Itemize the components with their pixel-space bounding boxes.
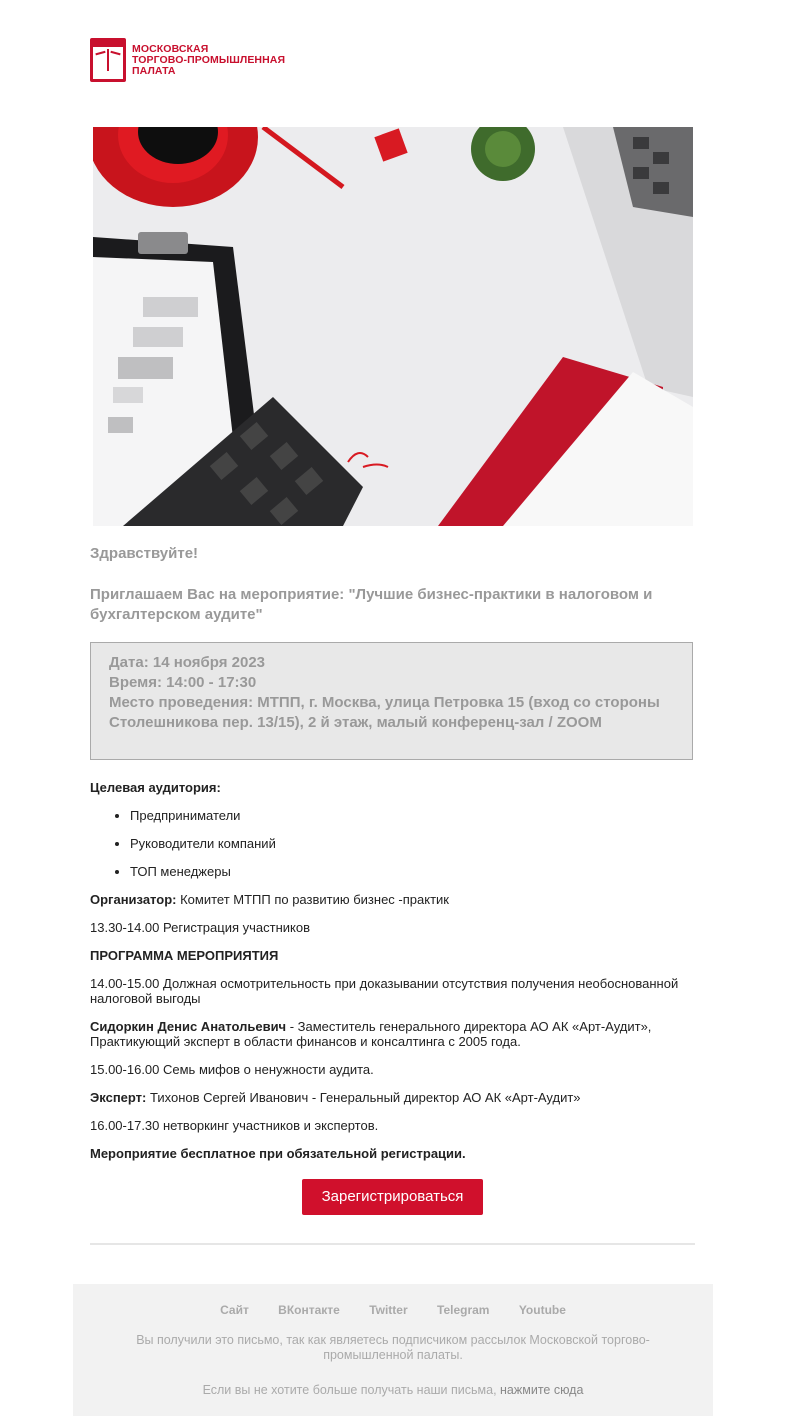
expert-value: Тихонов Сергей Иванович - Генеральный директор АО АК «Арт-Аудит» <box>146 1090 581 1105</box>
mtpp-logo[interactable] <box>90 37 285 83</box>
speaker-1 <box>90 1019 695 1049</box>
logo-line-3: ПАЛАТА <box>132 64 176 77</box>
free-note: Мероприятие бесплатное при обязательной регистрации. <box>90 1146 466 1161</box>
expert-line <box>90 1090 695 1105</box>
footer-link-site[interactable]: Сайт <box>220 1303 249 1317</box>
organizer-label: Организатор: <box>90 892 177 907</box>
unsubscribe-link[interactable]: нажмите сюда <box>500 1383 584 1397</box>
footer-unsubscribe <box>73 1383 713 1397</box>
greeting: Здравствуйте! <box>90 545 199 562</box>
audience-item: • Руководители компаний <box>130 836 276 864</box>
mtpp-emblem-icon <box>90 38 126 82</box>
event-date: Дата: 14 ноября 2023 <box>109 654 266 671</box>
footer-note: Вы получили это письмо, так как являетесь подписчиком рассылок Московской торгово-промышленной палаты. <box>136 1333 650 1362</box>
event-place: Место проведения: МТПП, г. Москва, улица Петровка 15 (вход со стороны Столешникова пер. 13/15), 2 й этаж, малый конференц-зал / ZOOM <box>109 694 660 731</box>
desk-illustration <box>93 127 693 526</box>
audience-item: • ТОП менеджеры <box>130 864 276 892</box>
footer-link-vk[interactable]: ВКонтакте <box>278 1303 340 1317</box>
unsubscribe-text: Если вы не хотите больше получать наши письма, <box>202 1383 501 1397</box>
divider <box>90 1243 695 1245</box>
audience-item: • Предприниматели <box>130 808 276 836</box>
event-info-box <box>90 642 693 760</box>
hero-image <box>93 127 693 526</box>
speaker-1-name: Сидоркин Денис Анатольевич <box>90 1019 287 1034</box>
footer-links <box>73 1303 713 1317</box>
organizer-line <box>90 892 695 907</box>
footer-link-twitter[interactable]: Twitter <box>369 1303 408 1317</box>
register-button[interactable]: Зарегистрироваться <box>302 1179 483 1215</box>
session-3: 16.00-17.30 нетворкинг участников и экспертов. <box>90 1118 379 1133</box>
registration-time: 13.30-14.00 Регистрация участников <box>90 920 310 935</box>
logo-line-2: ТОРГОВО-ПРОМЫШЛЕННАЯ <box>132 53 286 66</box>
invitation-text: Приглашаем Вас на мероприятие: "Лучшие бизнес-практики в налоговом и бухгалтерском аудите" <box>90 586 653 623</box>
organizer-value: Комитет МТПП по развитию бизнес -практик <box>176 892 449 907</box>
program-title: ПРОГРАММА МЕРОПРИЯТИЯ <box>90 948 279 963</box>
session-1: 14.00-15.00 Должная осмотрительность при доказывании отсутствия получения необоснованной налоговой выгоды <box>90 976 679 1006</box>
footer-link-telegram[interactable]: Telegram <box>437 1303 490 1317</box>
session-2: 15.00-16.00 Семь мифов о ненужности аудита. <box>90 1062 374 1077</box>
audience-title: Целевая аудитория: <box>90 780 221 795</box>
speaker-1-desc: - Заместитель генерального директора АО АК «Арт-Аудит», Практикующий эксперт в области финансов и консалтинга с 2005 года. <box>90 1019 652 1049</box>
footer-link-youtube[interactable]: Youtube <box>518 1303 566 1317</box>
footer <box>73 1284 713 1416</box>
expert-label: Эксперт: <box>90 1090 147 1105</box>
logo-line-1: МОСКОВСКАЯ <box>132 42 209 55</box>
audience-list <box>90 808 276 892</box>
event-time: Время: 14:00 - 17:30 <box>109 674 257 691</box>
logo-text <box>132 44 285 77</box>
